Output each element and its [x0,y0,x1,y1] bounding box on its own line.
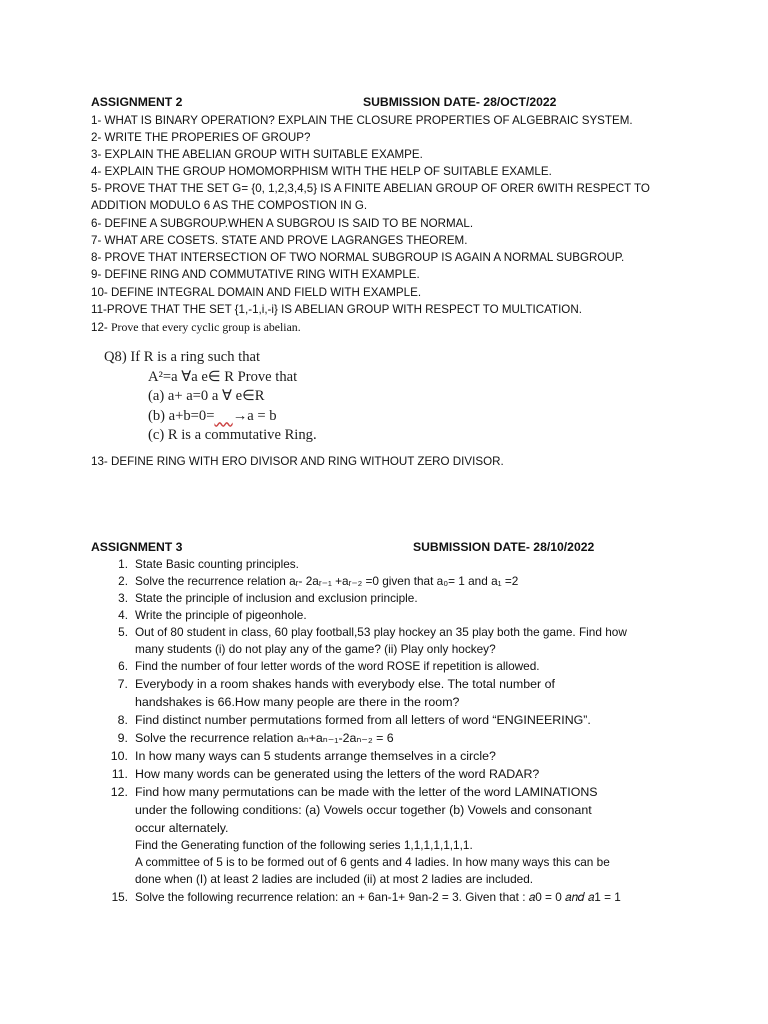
item-text: In how many ways can 5 students arrange themselves in a circle? [135,749,496,763]
list-item-continuation [108,693,668,711]
unnumbered-line: Find the Generating function of the following series 1,1,1,1,1,1,1. [135,838,473,852]
item-number: 2. [118,574,128,588]
list-item [108,783,668,801]
q8-line-4 [104,407,317,427]
item-text: Find how many permutations can be made with the letter of the word LAMINATIONS [135,785,598,799]
list-item [108,590,668,607]
list-item [108,675,668,693]
list-item [108,573,668,590]
item-text: Solve the following recurrence relation: an + 6an-1+ 9an-2 = 3. Given that : 𝑎0 = 0 𝑎𝑛𝑑 𝑎1 = 1 [135,890,621,904]
item-text: Out of 80 student in class, 60 play football,53 play hockey an 35 play both the game. Find how [135,625,627,639]
item-number: 5. [118,625,128,639]
list-item [108,624,668,641]
item-text: Find distinct number permutations formed from all letters of word “ENGINEERING”. [135,713,591,727]
item-text: How many words can be generated using the letters of the word RADAR? [135,767,540,781]
item-text: Solve the recurrence relation aₙ+aₙ₋₁-2aₙ₋₂ = 6 [135,731,394,745]
list-item [108,747,668,765]
question-line: ADDITION MODULO 6 AS THE COMPOSTION IN G. [91,199,368,212]
item-number: 6. [118,659,128,673]
item-text: Write the principle of pigeonhole. [135,608,307,622]
unnumbered-line: done when (I) at least 2 ladies are included (ii) at most 2 ladies are included. [135,872,534,886]
assignment-2-title: ASSIGNMENT 2 [91,95,183,109]
item-number: 4. [118,608,128,622]
question-12 [91,320,301,335]
item-text: Solve the recurrence relation aᵣ- 2aᵣ₋₁ +aᵣ₋₂ =0 given that a₀= 1 and a₁ =2 [135,574,519,588]
question-line: 7- WHAT ARE COSETS. STATE AND PROVE LAGRANGES THEOREM. [91,234,468,247]
item-text: many students (i) do not play any of the game? (ii) Play only hockey? [135,642,496,656]
item-text: Find the number of four letter words of the word ROSE if repetition is allowed. [135,659,540,673]
question-line: 11-PROVE THAT THE SET {1,-1,i,-i} IS ABELIAN GROUP WITH RESPECT TO MULTICATION. [91,303,582,316]
list-item [108,711,668,729]
question-12-text: Prove that every cyclic group is abelian. [110,320,301,334]
item-number: 1. [118,557,128,571]
item-text: State the principle of inclusion and exclusion principle. [135,591,418,605]
list-item [108,658,668,675]
list-item-continuation [108,819,668,837]
item-text: handshakes is 66.How many people are there in the room? [135,695,460,709]
list-item-continuation [108,801,668,819]
item-number: 12. [110,785,128,799]
question-line: 1- WHAT IS BINARY OPERATION? EXPLAIN THE CLOSURE PROPERTIES OF ALGEBRAIC SYSTEM. [91,114,633,127]
spellcheck-underline [214,408,232,424]
assignment-3-list [108,556,668,906]
list-item [108,607,668,624]
item-number: 11. [111,767,128,781]
question-line: 4- EXPLAIN THE GROUP HOMOMORPHISM WITH THE HELP OF SUITABLE EXAMLE. [91,165,552,178]
question-line: 3- EXPLAIN THE ABELIAN GROUP WITH SUITABLE EXAMPE. [91,148,423,161]
unnumbered-line: A committee of 5 is to be formed out of 6 gents and 4 ladies. In how many ways this can be [135,855,610,869]
question-12-number: 12- [91,321,111,334]
item-text: occur alternately. [135,821,229,835]
question-line: 10- DEFINE INTEGRAL DOMAIN AND FIELD WITH EXAMPLE. [91,286,422,299]
item-number: 9. [117,731,128,745]
item-number: 15. [111,890,128,904]
list-item [108,729,668,747]
q8-line-5: (c) R is a commutative Ring. [148,427,317,443]
q8-line-2: A²=a ∀a e∈ R Prove that [148,368,298,385]
q8-line-1: Q8) If R is a ring such that [104,349,261,365]
item-number: 7. [117,677,128,691]
item-number: 8. [117,713,128,727]
question-line: 2- WRITE THE PROPERIES OF GROUP? [91,131,311,144]
question-line: 6- DEFINE A SUBGROUP.WHEN A SUBGROU IS SAID TO BE NORMAL. [91,217,474,230]
q8-line-3: (a) a+ a=0 a ∀ e∈R [148,388,265,404]
question-13: 13- DEFINE RING WITH ERO DIVISOR AND RING WITHOUT ZERO DIVISOR. [91,455,504,468]
list-item [108,889,668,906]
q8-embedded-image [104,348,317,446]
assignment-3-title: ASSIGNMENT 3 [91,540,183,554]
question-line: 9- DEFINE RING AND COMMUTATIVE RING WITH EXAMPLE. [91,268,420,281]
list-item-continuation [108,641,668,658]
question-line: 8- PROVE THAT INTERSECTION OF TWO NORMAL SUBGROUP IS AGAIN A NORMAL SUBGROUP. [91,251,625,264]
list-item [108,556,668,573]
assignment-3-submission-date: SUBMISSION DATE- 28/10/2022 [413,540,595,554]
item-text: under the following conditions: (a) Vowels occur together (b) Vowels and consonant [135,803,592,817]
q8-line-4-left: (b) a+b=0= [148,407,215,424]
item-number: 10. [110,749,128,763]
item-text: State Basic counting principles. [135,557,299,571]
question-line: 5- PROVE THAT THE SET G= {0, 1,2,3,4,5} IS A FINITE ABELIAN GROUP OF ORER 6WITH RESPECT TO [91,182,650,195]
item-number: 3. [118,591,128,605]
q8-line-4-right: →a = b [232,407,277,424]
assignment-2-submission-date: SUBMISSION DATE- 28/OCT/2022 [363,95,557,109]
item-text: Everybody in a room shakes hands with everybody else. The total number of [135,677,555,691]
list-item [108,765,668,783]
